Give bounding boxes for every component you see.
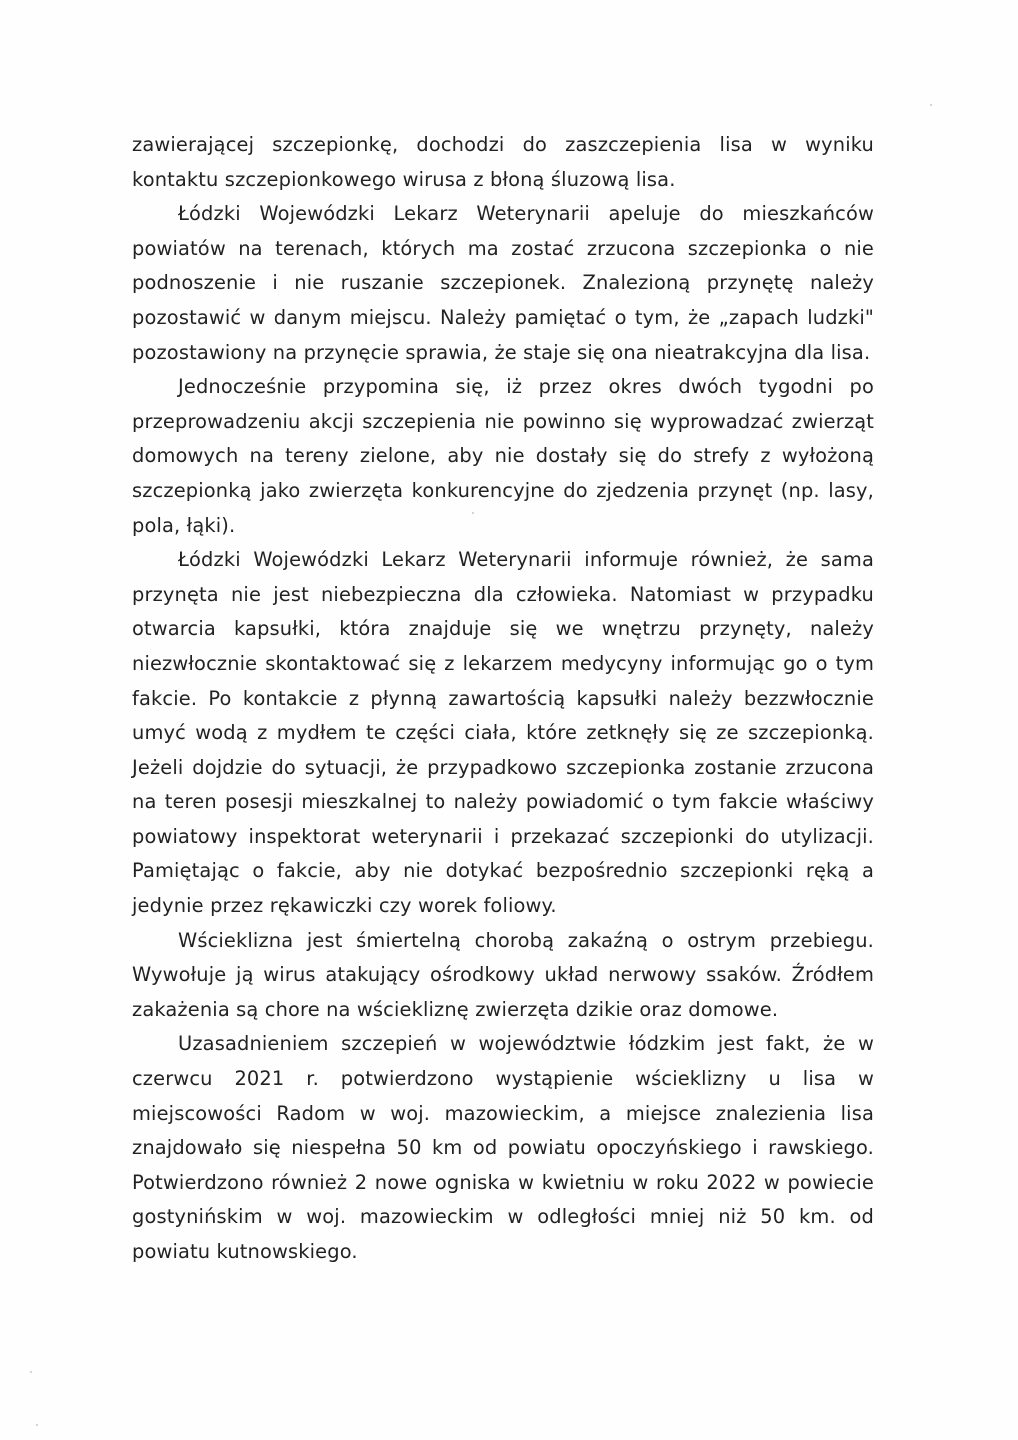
scan-speck xyxy=(36,1424,38,1426)
paragraph-appeal-residents: Łódzki Wojewódzki Lekarz Weterynarii apeluje do mieszkańców powiatów na terenach, których ma zostać zrzucona szczepionka o nie podnoszenie i nie ruszanie szczepionek. Znalezioną przynętę należy pozostawić w danym miejscu. Należy pamiętać o tym, że „zapach ludzki" pozostawiony na przynęcie sprawia, że staje się ona nieatrakcyjna dla lisa. xyxy=(132,202,874,364)
paragraph-vaccination-justification: Uzasadnieniem szczepień w województwie łódzkim jest fakt, że w czerwcu 2021 r. potwierdzono wystąpienie wścieklizny u lisa w miejscowości Radom w woj. mazowieckim, a miejsce znalezienia lisa znajdowało się niespełna 50 km od powiatu opoczyńskiego i rawskiego. Potwierdzono również 2 nowe ogniska w kwietniu w roku 2022 w powiecie gostynińskim w woj. mazowieckim w odległości mniej niż 50 km. od powiatu kutnowskiego. xyxy=(132,1032,874,1263)
document-body xyxy=(132,128,874,1270)
paragraph-human-safety: Łódzki Wojewódzki Lekarz Weterynarii informuje również, że sama przynęta nie jest niebezpieczna dla człowieka. Natomiast w przypadku otwarcia kapsułki, która znajduje się we wnętrzu przynęty, należy niezwłocznie skontaktować się z lekarzem medycyny informując go o tym fakcie. Po kontakcie z płynną zawartością kapsułki należy bezzwłocznie umyć wodą z mydłem te części ciała, które zetknęły się ze szczepionką. Jeżeli dojdzie do sytuacji, że przypadkowo szczepionka zostanie zrzucona na teren posesji mieszkalnej to należy powiadomić o tym fakcie właściwy powiatowy inspektorat weterynarii i przekazać szczepionki do utylizacji. Pamiętając o fakcie, aby nie dotykać bezpośrednio szczepionki ręką a jedynie przez rękawiczki czy worek foliowy. xyxy=(132,548,874,918)
paragraph-vaccine-contact: zawierającej szczepionkę, dochodzi do zaszczepienia lisa w wyniku kontaktu szczepionkowego wirusa z błoną śluzową lisa. xyxy=(132,133,874,191)
paragraph-pets-reminder: Jednocześnie przypomina się, iż przez okres dwóch tygodni po przeprowadzeniu akcji szczepienia nie powinno się wyprowadzać zwierząt domowych na tereny zielone, aby nie dostały się do strefy z wyłożoną szczepionką jako zwierzęta konkurencyjne do zjedzenia przynęt (np. lasy, pola, łąki). xyxy=(132,375,874,537)
scan-speck xyxy=(30,1371,32,1373)
scan-speck xyxy=(930,104,932,106)
paragraph-rabies-definition: Wścieklizna jest śmiertelną chorobą zakaźną o ostrym przebiegu. Wywołuje ją wirus atakujący ośrodkowy układ nerwowy ssaków. Źródłem zakażenia są chore na wściekliznę zwierzęta dzikie oraz domowe. xyxy=(132,928,874,1021)
scan-speck xyxy=(472,512,474,514)
